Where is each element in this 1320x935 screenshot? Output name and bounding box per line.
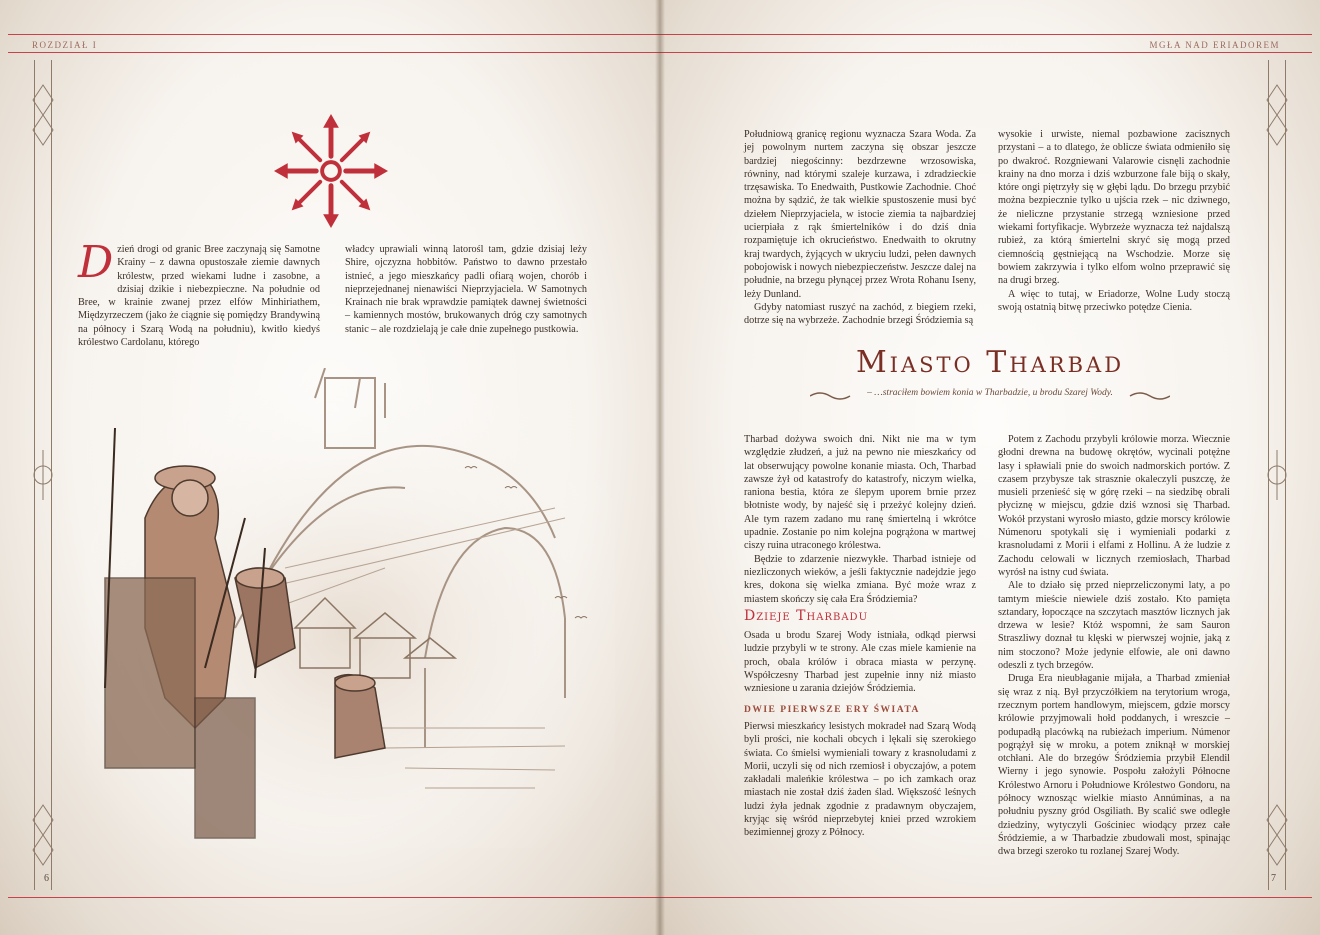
illustration-soldiers-bridge: [85, 368, 615, 848]
top-rule-lower: [660, 52, 1312, 53]
epigraph: – …straciłem bowiem konia w Tharbadzie, u brodu Szarej Wody.: [867, 388, 1113, 398]
top-rule: [660, 34, 1312, 35]
paragraph: A więc to tutaj, w Eriadorze, Wolne Ludy stoczą swoją ostatnią bitwę przeciwko potędze Cienia.: [998, 288, 1230, 313]
running-head: ROZDZIAŁ I: [32, 40, 98, 50]
paragraph: Gdyby natomiast ruszyć na zachód, z biegiem rzeki, dotrze się na wybrzeże. Zachodnie brzegi Śródziemia są: [744, 301, 976, 327]
main-column-1: [744, 433, 976, 840]
running-head: MGŁA NAD ERIADOREM: [1149, 40, 1280, 50]
right-page: [660, 0, 1320, 935]
intro-column-2: [345, 243, 587, 336]
paragraph: wysokie i urwiste, niemal pozbawione zacisznych przystani – a to dlatego, że oblicze świata odmieniło się po dwakroć. Rozgniewani Valarowie cisnęli zachodnie krainy na dno morza i dziś wzburzone fale biją o skały, które ongi piętrzyły się w głębi lądu. Do brzegu przybić można bezpiecznie tylko u ujścia rzek – nic dziwnego, że nieliczne przystanie strzegą wzniesione przed wiekami fortyfikacje. Wybrzeże wyznacza też najdalszą rubież, za którą śmiertelni skryć się mogą przed ciemnością gęstniejącą na Wschodzie. Morze się bowiem zakrzywia i tylko elfom wolno przeprawić się na drugi brzeg.: [998, 129, 1230, 287]
book-gutter: [655, 0, 665, 935]
paragraph: Osada u brodu Szarej Wody istniała, odkąd pierwsi ludzie przybyli w te strony. Ale czas miele kamienie na proch, obala królów i obraca miasta w perzynę. Współczesny Tharbad jest zupełnie inny niż miasto wzniesione u zarania dziejów Śródziemia.: [744, 630, 976, 695]
paragraph: Pierwsi mieszkańcy lesistych mokradeł nad Szarą Wodą byli prości, nie kochali obcych i lękali się szerokiego świata. Co śmielsi wymieniali towary z krasnoludami z Morii, uczyli się od nich rzemiosł i obyczajów, a potem zakładali maleńkie królestwa – po ich zamkach oraz miastach nie został dziś żaden ślad. Większość leśnych ludzi żyła jednak zgodnie z pradawnym obyczajem, kryjąc się wśród nieprzebytej kniei przed wzrokiem bezimiennej grozy z Północy.: [744, 720, 976, 839]
drop-cap: D: [78, 237, 114, 288]
left-border-ornament: [28, 60, 58, 890]
paragraph: Ale to działo się przed nieprzeliczonymi laty, a po tamtym mieście niewiele dziś zostało. Kto pamięta sztandary, łopoczące na szczytach masztów licznych jak drzewa w lesie? Któż wspomni, że sam Sauron Straszliwy doznał tu klęski w pierwszej wojnie, jaką z nim stoczono? Może jedynie elfowie, ale oni dawno odeszli z tych brzegów.: [998, 580, 1230, 672]
folio-left: 6: [44, 873, 49, 884]
bottom-rule: [8, 897, 660, 898]
intro-column-1: [78, 237, 320, 349]
right-border-ornament: [1262, 60, 1292, 890]
bottom-rule: [660, 897, 1312, 898]
intro-text-1: zień drogi od granic Bree zaczynają się Samotne Krainy – z dawna opustoszałe ziemie dawnych królestw, przed wiekami ludne i zasobne, a dzisiaj dzikie i niebezpieczne. Na południe od Bree, w krainie zwanej przez elfów Minhiriathem, Międzyrzeczem (jako że ciągnie się pomiędzy Brandywiną na północy i Szarą Wodą na południu), kwitło kiedyś królestwo Cardolanu, którego: [78, 244, 320, 349]
red-star-emblem: [272, 112, 390, 230]
intro-text-2: władcy uprawiali winną latorośl tam, gdzie dzisiaj leży Shire, ojczyzna hobbitów. Państwo to dawno przestało istnieć, a jego mieszkańcy padli ofiarą wojen, chorób i nieprzejednanej nienawiści Nieprzyjaciela. W Samotnych Krainach nie brak wprawdzie pamiątek dawnej świetności – kamiennych mostów, brukowanych dróg czy samotnych stanic – ale rozdzielają je całe dnie zupełnego pustkowia.: [345, 244, 587, 335]
paragraph: Będzie to zdarzenie niezwykłe. Tharbad istnieje od niezliczonych wieków, a jeśli faktycznie nadejdzie jego kres, dokona się wielka zmiana. Być może wraz z miastem skończy się cała Era Śródziemia?: [744, 553, 976, 605]
top-rule: [8, 34, 660, 35]
section-title: Miasto Tharbad: [855, 345, 1125, 380]
subheading-dwie-ery: DWIE PIERWSZE ERY ŚWIATA: [744, 704, 920, 715]
paragraph: Potem z Zachodu przybyli królowie morza. Wiecznie głodni drewna na budowę okrętów, wycinali potężne lasy i spławiali pnie do swoich nadmorskich portów. Z czasem przybysze tak strasznie okaleczyli puszczę, że musieli przenieść się w górę rzeki – na siedzibę obrali płyciznę w miejscu, gdzie dziś wznosi się Tharbad. Wokół przystani wyrosło miasto, gdzie morscy królowie Númenoru spotykali się i wymieniali podarki z krasnoludami z Morii i elfami z Hollinu. A że ludzie z Zachodu celowali w licznych rzemiosłach, Tharbad wyrósł na istny cud świata.: [998, 434, 1230, 578]
top-column-2: [998, 128, 1230, 314]
paragraph: Południową granicę regionu wyznacza Szara Woda. Za jej powolnym nurtem zaczyna się obszar jeszcze bardziej niegościnny: bezdrzewne wrzosowiska, równiny, nad którymi szaleje kurzawa, i zdradzieckie trzęsawiska. To Enedwaith, Pustkowie Zachodnie. Choć można by sądzić, że tak wielkie spustoszenie musi być dziełem Nieprzyjaciela, w istocie ziemia ta najbardziej ucierpiała z rąk śmiertelników i do dziś dnia rozpamiętuje ich okrucieństwo. Enedwaith to okrutny kraj twardych, żyjących w ukryciu ludzi, pełen dawnych pobojowisk i nowych niebezpieczeństw. Jeszcze dalej na południe, na brzegu płynącej przez Wrota Rohanu Iseny, leży Dunland.: [744, 129, 976, 300]
heading-dzieje-tharbadu: Dzieje Tharbadu: [744, 607, 869, 624]
top-column-1: [744, 128, 976, 327]
main-column-2: [998, 433, 1230, 859]
folio-right: 7: [1271, 873, 1276, 884]
paragraph: Druga Era nieubłaganie mijała, a Tharbad zmieniał się wraz z nią. Był przyczółkiem na terytorium wroga, rzecznym portem handlowym, miejscem, gdzie morscy królowie przyjmowali hołd poddanych, i wreszcie – podupadłą placówką na rubieżach imperium. Númenor pogrążył się w mroku, a potem zniknął w morskiej otchłani. Ale do brzegów Śródziemia przybił Elendil Wierny i jego synowie. Pospołu założyli Północne Królestwo Arnoru i Południowe Królestwo Gondoru, na północy wznosząc wielkie miasto Annúminas, a na południu pyszny gród Osgiliath. By scalić swe odległe dziedziny, wytyczyli Gościniec wiodący przez całe Śródziemie, a w Tharbadzie zbudowali most, spinając dwa brzegi szeroko tu rozlanej Szarej Wody.: [998, 673, 1230, 858]
paragraph: Tharbad dożywa swoich dni. Nikt nie ma w tym względzie złudzeń, a już na pewno nie mieszkańcy od lat obserwujący powolne konanie miasta. Och, Tharbad zawsze żył od katastrofy do katastrofy, niczym wielka, raniona bestia, która ze ślepym uporem brnie przez błotniste wody, by najeść się i przeżyć kolejny dzień. Ale tym razem zadano mu ranę śmiertelną i wkrótce upadnie. Zostanie po nim kolejna pogrążona w martwej ciszy ruina utraconego królestwa.: [744, 434, 976, 552]
top-rule-lower: [8, 52, 660, 53]
